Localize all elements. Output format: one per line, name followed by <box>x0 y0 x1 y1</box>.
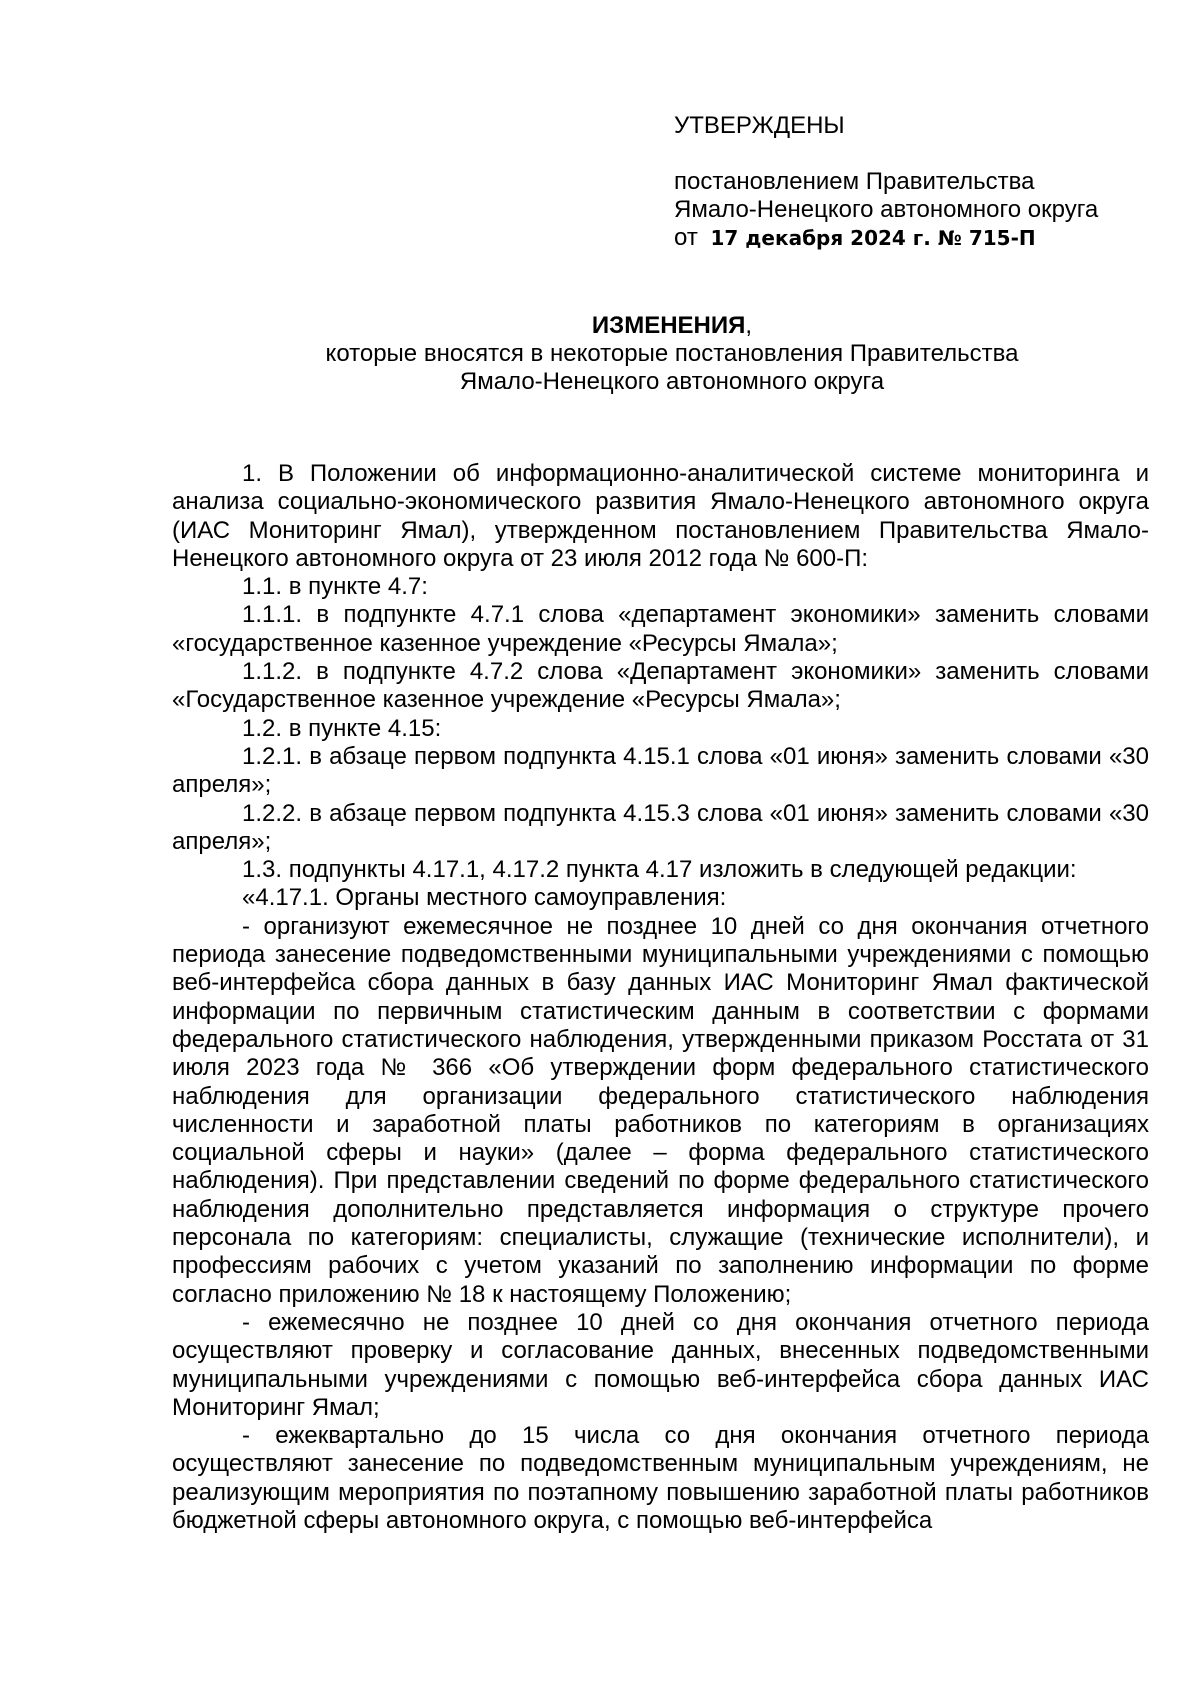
document-title-heading: ИЗМЕНЕНИЯ <box>591 312 746 339</box>
paragraph-1-2-2: 1.2.2. в абзаце первом подпункта 4.15.3 слова «01 июня» заменить словами «30 апреля»; <box>172 799 1149 855</box>
document-subtitle-line-2: Ямало-Ненецкого автономного округа <box>459 368 885 395</box>
approval-date-line <box>674 224 1154 252</box>
paragraph-1: 1. В Положении об информационно-аналитической системе мониторинга и анализа социально-экономического развития Ямало-Ненецкого автономного округа (ИАС Мониторинг Ямал), утвержденном постановлением Правительства Ямало-Ненецкого автономного округа от 23 июля 2012 года № 600-П: <box>172 460 1149 572</box>
approval-stamp <box>674 112 1154 252</box>
document-body <box>172 460 1149 1535</box>
paragraph-1-3: 1.3. подпункты 4.17.1, 4.17.2 пункта 4.17 изложить в следующей редакции: <box>242 856 1077 884</box>
paragraph-1-2-1: 1.2.1. в абзаце первом подпункта 4.15.1 слова «01 июня» заменить словами «30 апреля»; <box>172 742 1149 799</box>
document-subtitle-line-1: которые вносятся в некоторые постановления Правительства <box>325 340 1019 367</box>
approval-date-prefix: от <box>674 224 698 251</box>
approval-line-2: Ямало-Ненецкого автономного округа <box>674 196 1099 223</box>
paragraph-1-2: 1.2. в пункте 4.15: <box>242 714 442 742</box>
paragraph-bullet-2: - ежемесячно не позднее 10 дней со дня окончания отчетного периода осуществляют проверку и согласование данных, внесенных подведомственными муниципальными учреждениями с помощью веб-интерфейса сбора данных ИАС Мониторинг Ямал; <box>172 1308 1149 1421</box>
approval-decree-number: 17 декабря 2024 г. № 715-П <box>710 226 1036 250</box>
approved-word: УТВЕРЖДЕНЫ <box>674 112 845 139</box>
document-title-block <box>172 312 1172 396</box>
paragraph-1-1: 1.1. в пункте 4.7: <box>242 573 428 601</box>
paragraph-4-17-1: «4.17.1. Органы местного самоуправления: <box>242 884 727 912</box>
paragraph-1-1-2: 1.1.2. в подпункте 4.7.2 слова «Департамент экономики» заменить словами «Государственное казенное учреждение «Ресурсы Ямала»; <box>172 658 1149 714</box>
paragraph-1-1-1: 1.1.1. в подпункте 4.7.1 слова «департамент экономики» заменить словами «государственное казенное учреждение «Ресурсы Ямала»; <box>172 601 1149 657</box>
approval-line-1: постановлением Правительства <box>674 168 1035 195</box>
document-title <box>172 312 1172 340</box>
document-title-comma: , <box>745 312 753 339</box>
paragraph-bullet-3: - ежеквартально до 15 числа со дня окончания отчетного периода осуществляют занесение по подведомственным муниципальным учреждениям, не реализующим мероприятия по поэтапному повышению заработной платы работников бюджетной сферы автономного округа, с помощью веб-интерфейса <box>172 1422 1149 1534</box>
paragraph-bullet-1: - организуют ежемесячное не позднее 10 дней со дня окончания отчетного периода занесение подведомственными муниципальными учреждениями с помощью веб-интерфейса сбора данных в базу данных ИАС Мониторинг Ямал фактической информации по первичным статистическим данным в соответствии с формами федерального статистического наблюдения, утвержденными приказом Росстата от 31 июля 2023 года № 366 «Об утверждении форм федерального статистического наблюдения для организации федерального статистического наблюдения численности и заработной платы работников по категориям в организациях социальной сферы и науки» (далее – форма федерального статистического наблюдения). При представлении сведений по форме федерального статистического наблюдения дополнительно представляется информация о структуре прочего персонала по категориям: специалисты, служащие (технические исполнители), и профессиям рабочих с учетом указаний по заполнению информации по форме согласно приложению № 18 к настоящему Положению; <box>172 912 1149 1308</box>
